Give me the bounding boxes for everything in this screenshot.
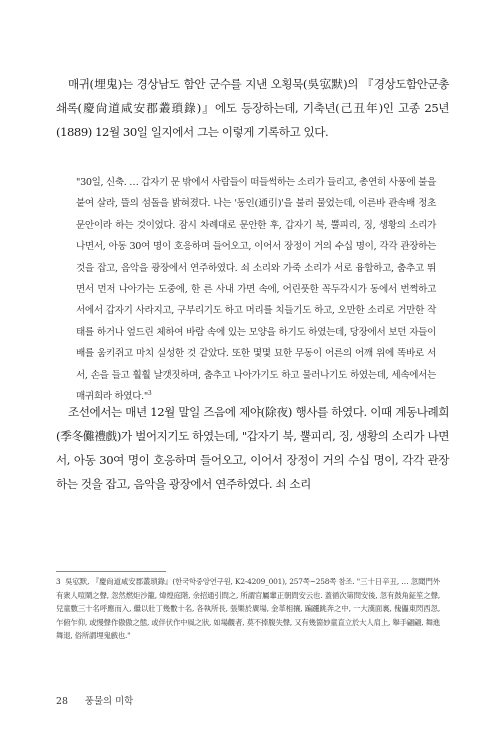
page-number: 28 [56,696,68,707]
block-quote-text: "30일, 신축. … 갑자기 문 밖에서 사람들이 떠들썩하는 소리가 들리고, 총연히 사풍에 불을 붙여 살라, 뜰의 섬돌을 밝혀졌다. 나는 '동인(通引)'을 불러 물었는데, 이른바 관속배 정초 문안이라 하는 것이었다. 잠시 차례대로 문안한 후, 갑자기 북, 뿔피리, 징, 생황의 소리가 나면서, 아동 30여 명이 호응하며 들어오고, 이어서 장정이 거의 수십 명이, 각각 관장하는 것을 잡고, 음악을 광장에서 연주하였다. 쇠 소리와 가죽 소리가 서로 융합하고, 춤추고 뛰면서 먼저 나아가는 도중에, 한 른 사내 가면 속에, 어린풋한 꼭두각시가 동에서 번쩍하고 서에서 갑자기 사라지고, 구부리기도 하고 머리를 치들기도 하고, 오만한 소리로 거만한 작태를 하거나 엎드린 체하여 바람 속에 있는 모양을 하기도 하였는데, 당장에서 보던 자들이 배를 움키쥐고 마치 실성한 것 같았다. 또한 몇몇 묘한 무동이 어른의 어깨 위에 똑바로 서서, 손을 들고 훨훨 날갯짓하며, 춤추고 나아가기도 하고 물러나기도 하였는데, 세속에서는 매귀희라 하였다." [76,177,436,403]
page-footer [56,693,133,707]
running-title: 풍물의 미학 [84,696,134,707]
footnote-reference: 3 [147,389,152,397]
footnote [56,575,440,643]
block-quote [76,172,436,407]
footnote-divider [56,571,166,572]
body-paragraph-intro: 매귀(埋鬼)는 경상남도 함안 군수를 지낸 오횡묵(吳宖默)의 『경상도함안군총쇄록(慶尙道咸安郡叢瑣錄)』에도 등장하는데, 기축년(己丑年)인 고종 25년(1889) 12월 30일 일지에서 그는 이렇게 기록하고 있다. [56,77,449,139]
body-paragraph-main: 조선에서는 매년 12월 말일 즈음에 제야(除夜) 행사를 하였다. 이때 계동나례희(季冬儺禮戲)가 벌어지기도 하였는데, "갑자기 북, 뿔피리, 징, 생황의 소리가 나면서, 아동 30여 명이 호응하며 들어오고, 이어서 장정이 거의 수십 명이, 각각 관장하는 것을 잡고, 음악을 광장에서 연주하였다. 쇠 소리 [56,405,449,491]
footnote-text: 吳宖默, 『慶尙道咸安郡叢瑣錄』(한국학중앙연구원, K2-4209_001), 257쪽~258쪽 참조. "三十日辛丑, … 忽聞門外有衆人喧鬧之聲, 忽然燃炬沙籠, 煒煌庭階, 余招通引問之, 所謂官屬輩正朝問安云也. 蓋循次第問安後, 忽有鼓角鉦笙之聲, 兒童數三十名呼應而入, 繼以壯丁幾數十名, 各執所長, 張樂於廣場, 金革相攘, 蹁躚跳奔之中, 一大漢面裏, 傀儡東閃西忽, 乍俯乍仰, 或慢聲作傲傲之態, 或伴伏作中風之狀, 如場觀者, 莫不捧腹失聲, 又有幾箇妙童直立於大人肩上, 舉手翩翩, 舞進舞退, 俗所謂埋鬼戲也." [56,577,440,641]
footnote-number: 3 [56,577,61,586]
